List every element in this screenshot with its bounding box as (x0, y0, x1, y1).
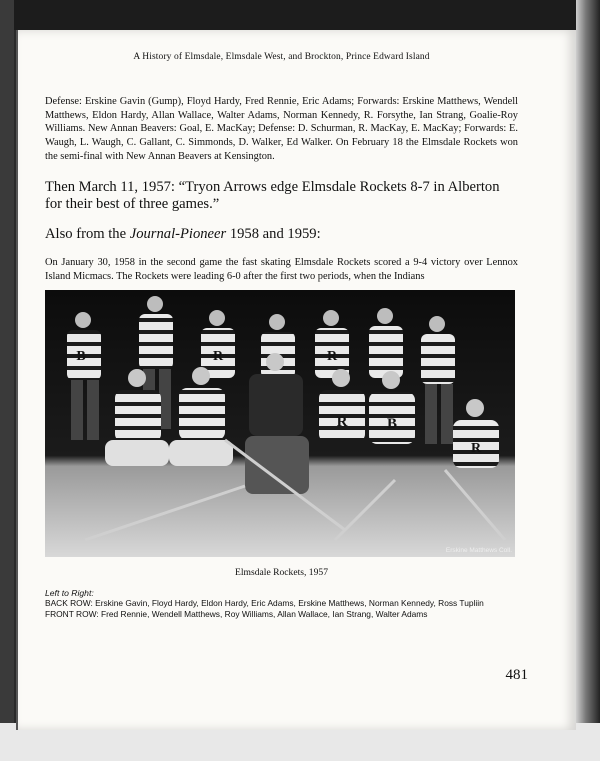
paragraph-lennox-game: On January 30, 1958 in the second game the fast skating Elmsdale Rockets scored a 9-4 victory over Lennox Island Micmacs. The Rockets were leading 6-0 after the first two periods, when the Indians (45, 257, 518, 282)
heading-tryon-arrows: Then March 11, 1957: “Tryon Arrows edge Elmsdale Rockets 8-7 in Alberton for their best of three games.” (45, 178, 500, 213)
heading-prefix: Also from the (45, 226, 130, 243)
left-to-right-label: Left to Right: (45, 587, 94, 598)
svg-text:B: B (76, 348, 86, 364)
page-content (45, 52, 518, 621)
back-row-names: BACK ROW: Erskine Gavin, Floyd Hardy, Eldon Hardy, Eric Adams, Erskine Matthews, Norman Kennedy, Ross Tupliin (45, 597, 484, 608)
front-row-names: FRONT ROW: Fred Rennie, Wendell Matthews, Roy Williams, Allan Wallace, Ian Strang, Walter Adams (45, 609, 428, 620)
svg-text:R: R (212, 348, 224, 364)
newspaper-title: Journal-Pioneer (129, 226, 227, 243)
heading-suffix: 1958 and 1959: (226, 226, 321, 243)
paragraph-roster: Defense: Erskine Gavin (Gump), Floyd Hardy, Fred Rennie, Eric Adams; Forwards: Erskine Matthews, Wendell Matthews, Eldon Hardy, Allan Wallace, Walter Adams, Norman Kennedy, R. Forsythe, Ian Strang, Goalie-Roy Williams. New Annan Beavers: Goal, E. MacKay; Defense: D. Schurman, R. MacKay, E. MacKay; Forwards: E. Waugh, L. Waugh, C. Gallant, C. Simmonds, D. Walker, Ed Walker. On February 18 the Elmsdale Rockets won the semi-final with New Annan Beavers at Kensington. (45, 96, 518, 162)
book-spine-edge (576, 0, 600, 761)
svg-text:R: R (326, 348, 338, 364)
heading-journal-pioneer (45, 226, 518, 244)
photo-caption: Elmsdale Rockets, 1957 (235, 566, 328, 578)
team-photo (45, 290, 515, 557)
scan-background-top (0, 0, 600, 30)
scan-background-left (0, 0, 14, 761)
photo-credit: Erskine Matthews Coll. (445, 546, 512, 554)
svg-text:B: B (386, 415, 398, 432)
team-photo-frame (45, 290, 515, 557)
svg-text:R: R (336, 413, 348, 430)
running-head: A History of Elmsdale, Elmsdale West, and Brockton, Prince Edward Island (133, 52, 430, 62)
book-page (16, 30, 576, 730)
svg-text:R: R (470, 440, 482, 456)
page-number: 481 (505, 667, 528, 683)
